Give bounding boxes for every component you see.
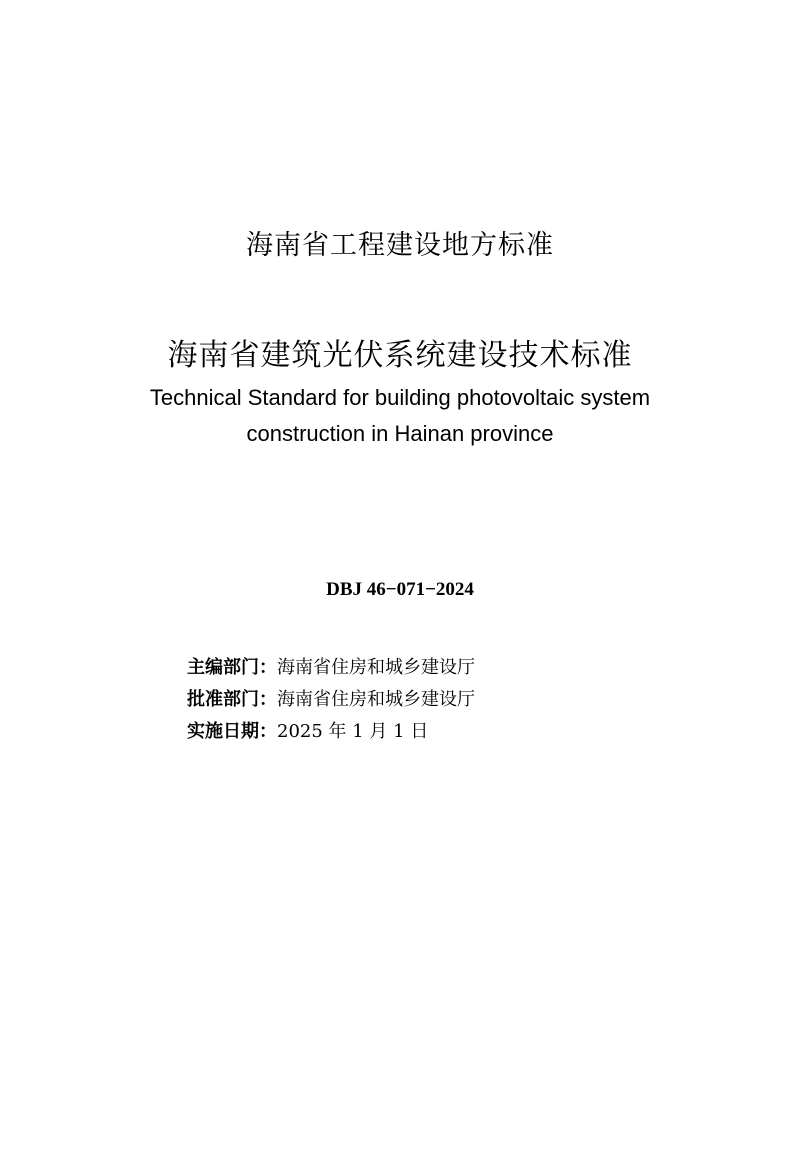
- english-title-line-1: Technical Standard for building photovoltaic system: [149, 385, 651, 410]
- info-label: 批准部门：: [187, 689, 277, 710]
- info-row-approval: [187, 684, 687, 716]
- english-title: [0, 380, 800, 452]
- info-row-effective-date: [187, 716, 687, 748]
- info-label: 实施日期：: [187, 721, 277, 742]
- info-value: 2025 年 1 月 1 日: [277, 721, 429, 742]
- info-value: 海南省住房和城乡建设厅: [277, 657, 475, 678]
- info-label: 主编部门：: [187, 657, 277, 678]
- series-title: 海南省工程建设地方标准: [246, 230, 554, 261]
- standard-code: DBJ 46−071−2024: [326, 579, 474, 600]
- main-title: 海南省建筑光伏系统建设技术标准: [167, 338, 633, 373]
- info-block: [187, 652, 687, 748]
- english-title-line-2: construction in Hainan province: [246, 421, 554, 446]
- info-value: 海南省住房和城乡建设厅: [277, 689, 475, 710]
- info-row-chief-editor: [187, 652, 687, 684]
